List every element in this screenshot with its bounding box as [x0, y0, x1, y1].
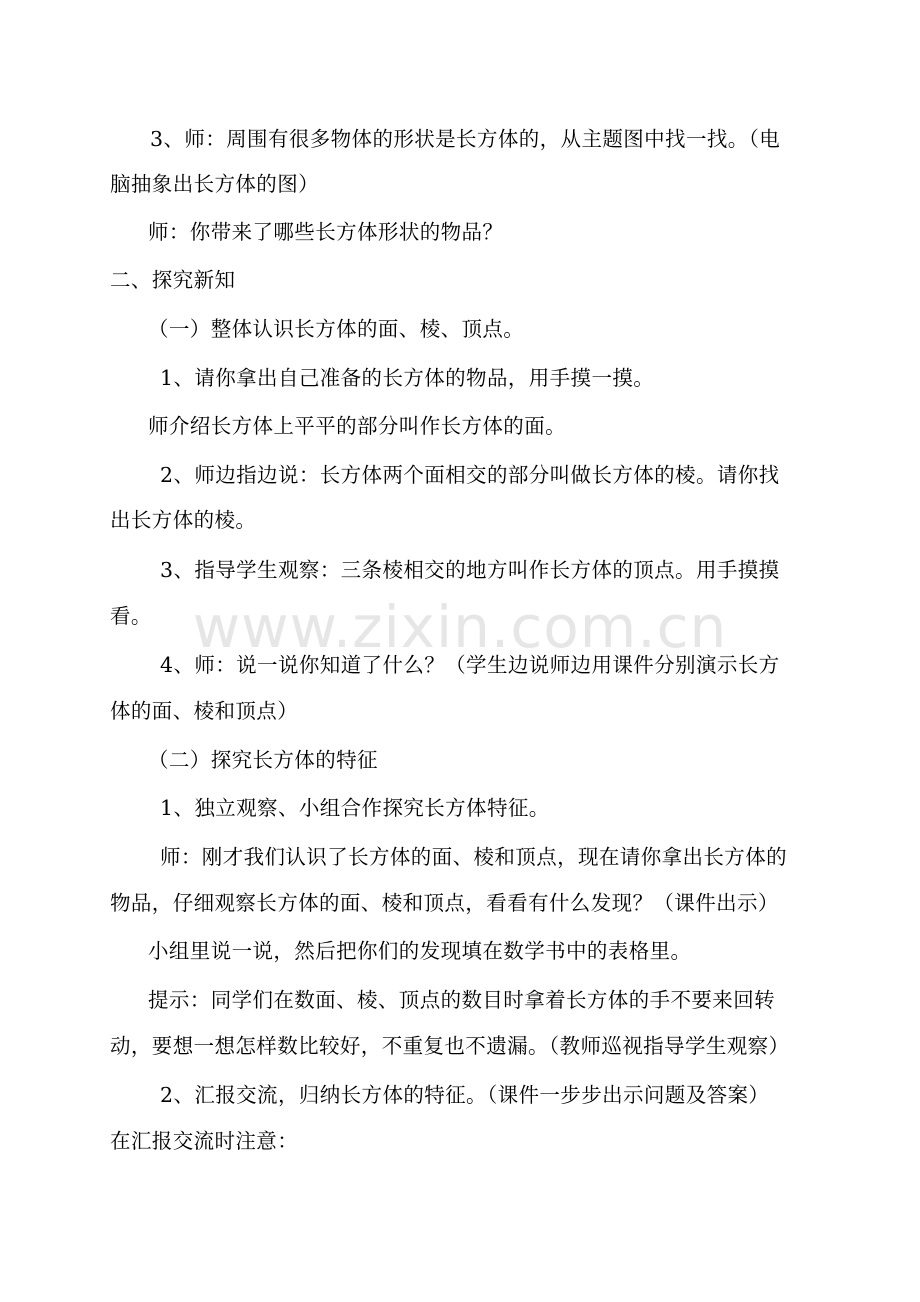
paragraph-line: 2、汇报交流，归纳长方体的特征。（课件一步步出示问题及答案）: [160, 1083, 770, 1107]
paragraph-line: 动，要想一想怎样数比较好，不重复也不遗漏。（教师巡视指导学生观察）: [110, 1034, 790, 1058]
paragraph-line: 师介绍长方体上平平的部分叫作长方体的面。: [148, 414, 566, 438]
paragraph-line: 4、师：说一说你知道了什么？（学生边说师边用课件分别演示长方: [160, 653, 780, 677]
paragraph-line: 提示：同学们在数面、棱、顶点的数目时拿着长方体的手不要来回转: [148, 988, 775, 1012]
paragraph-line: 脑抽象出长方体的图）: [110, 172, 319, 196]
paragraph-line: 出长方体的棱。: [110, 508, 257, 532]
paragraph-line: 师：刚才我们认识了长方体的面、棱和顶点，现在请你拿出长方体的: [160, 845, 787, 869]
paragraph-line: 在汇报交流时注意：: [110, 1129, 299, 1153]
paragraph-line: 师：你带来了哪些长方体形状的物品？: [148, 220, 504, 244]
paragraph-line: 看。: [110, 604, 152, 628]
paragraph-line: 小组里说一说，然后把你们的发现填在数学书中的表格里。: [148, 939, 692, 963]
paragraph-line: 体的面、棱和顶点）: [110, 699, 299, 723]
watermark: www.zixin.com.cn: [192, 593, 728, 661]
paragraph-line: 物品，仔细观察长方体的面、棱和顶点，看看有什么发现？（课件出示）: [110, 891, 779, 915]
section-heading: 二、探究新知: [110, 268, 236, 292]
subsection-heading: （一）整体认识长方体的面、棱、顶点。: [148, 317, 525, 341]
paragraph-line: 1、请你拿出自己准备的长方体的物品，用手摸一摸。: [160, 366, 655, 390]
paragraph-line: 3、师：周围有很多物体的形状是长方体的，从主题图中找一找。（电: [150, 127, 781, 151]
paragraph-line: 3、指导学生观察：三条棱相交的地方叫作长方体的顶点。用手摸摸: [160, 558, 780, 582]
paragraph-line: 1、独立观察、小组合作探究长方体特征。: [160, 796, 550, 820]
paragraph-line: 2、师边指边说：长方体两个面相交的部分叫做长方体的棱。请你找: [160, 463, 780, 487]
subsection-heading: （二）探究长方体的特征: [148, 748, 378, 772]
